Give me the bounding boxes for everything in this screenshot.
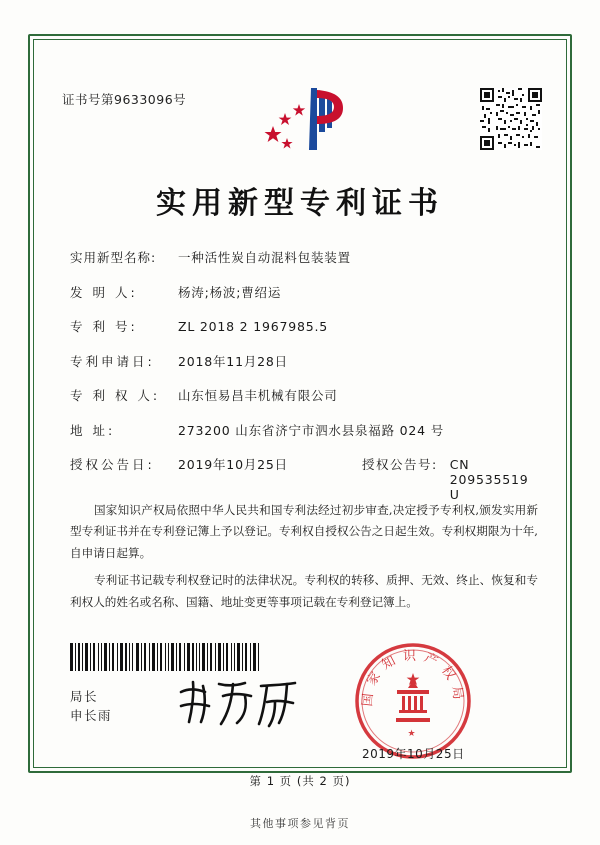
qr-code [480,88,542,150]
field-row-grant [70,455,540,502]
field-value-patentee: 山东恒易昌丰机械有限公司 [178,388,338,403]
certificate-number: 证书号第9633096号 [62,92,187,107]
paragraph-2: 专利证书记载专利权登记时的法律状况。专利权的转移、质押、无效、终止、恢复和专利权人的姓名或名称、国籍、地址变更等事项记载在专利登记簿上。 [70,573,538,609]
director-name: 申长雨 [70,707,113,723]
field-value-utility-model-name: 一种活性炭自动混料包装装置 [178,250,351,265]
director-title: 局长 [70,689,99,704]
field-row-filing-date [70,352,540,370]
field-value-patent-number: ZL 2018 2 1967985.5 [178,319,329,334]
field-row-name [70,248,540,266]
page-title: 实用新型专利证书 [156,186,444,221]
field-row-patentee [70,386,540,404]
barcode [70,643,260,671]
field-label-grant-number: 授权公告号: [362,457,438,472]
field-label-patent-number: 专 利 号: [70,319,138,334]
fields-block [70,248,540,519]
cnipa-logo-icon [255,80,351,156]
svg-text:★: ★ [407,729,419,739]
seal-date: 2019年10月25日 [362,747,465,761]
field-label-inventor: 发 明 人: [70,284,138,300]
field-value-inventor: 杨涛;杨波;曹绍运 [178,284,282,300]
field-value-address: 273200 山东省济宁市泗水县泉福路 024 号 [178,422,444,438]
paragraph-1: 国家知识产权局依照中华人民共和国专利法经过初步审查,决定授予专利权,颁发实用新型专利证书并在专利登记簿上予以登记。专利权自授权公告之日起生效。专利权期限为十年,自申请日起算。 [70,503,538,560]
official-seal [352,640,474,762]
handwritten-signature [175,676,305,728]
field-row-patent-number [70,317,540,335]
field-label-address: 地 址: [70,422,116,438]
field-label-filing-date: 专利申请日: [70,353,155,369]
body-text [70,500,538,619]
footnote: 其他事项参见背页 [250,817,350,830]
field-value-grant-number: CN 209535519 U [449,457,529,502]
field-label-utility-model-name: 实用新型名称: [70,250,157,265]
field-row-inventor [70,283,540,301]
field-label-patentee: 专 利 权 人: [70,388,161,403]
signature-labels [70,688,112,726]
page-number: 第 1 页 (共 2 页) [249,774,351,788]
svg-text:国家知识产权局: 国家知识产权局 [360,649,466,708]
field-row-address [70,421,540,439]
field-label-grant-date: 授权公告日: [70,457,155,472]
field-value-grant-date: 2019年10月25日 [178,457,288,472]
field-value-filing-date: 2018年11月28日 [178,353,288,369]
